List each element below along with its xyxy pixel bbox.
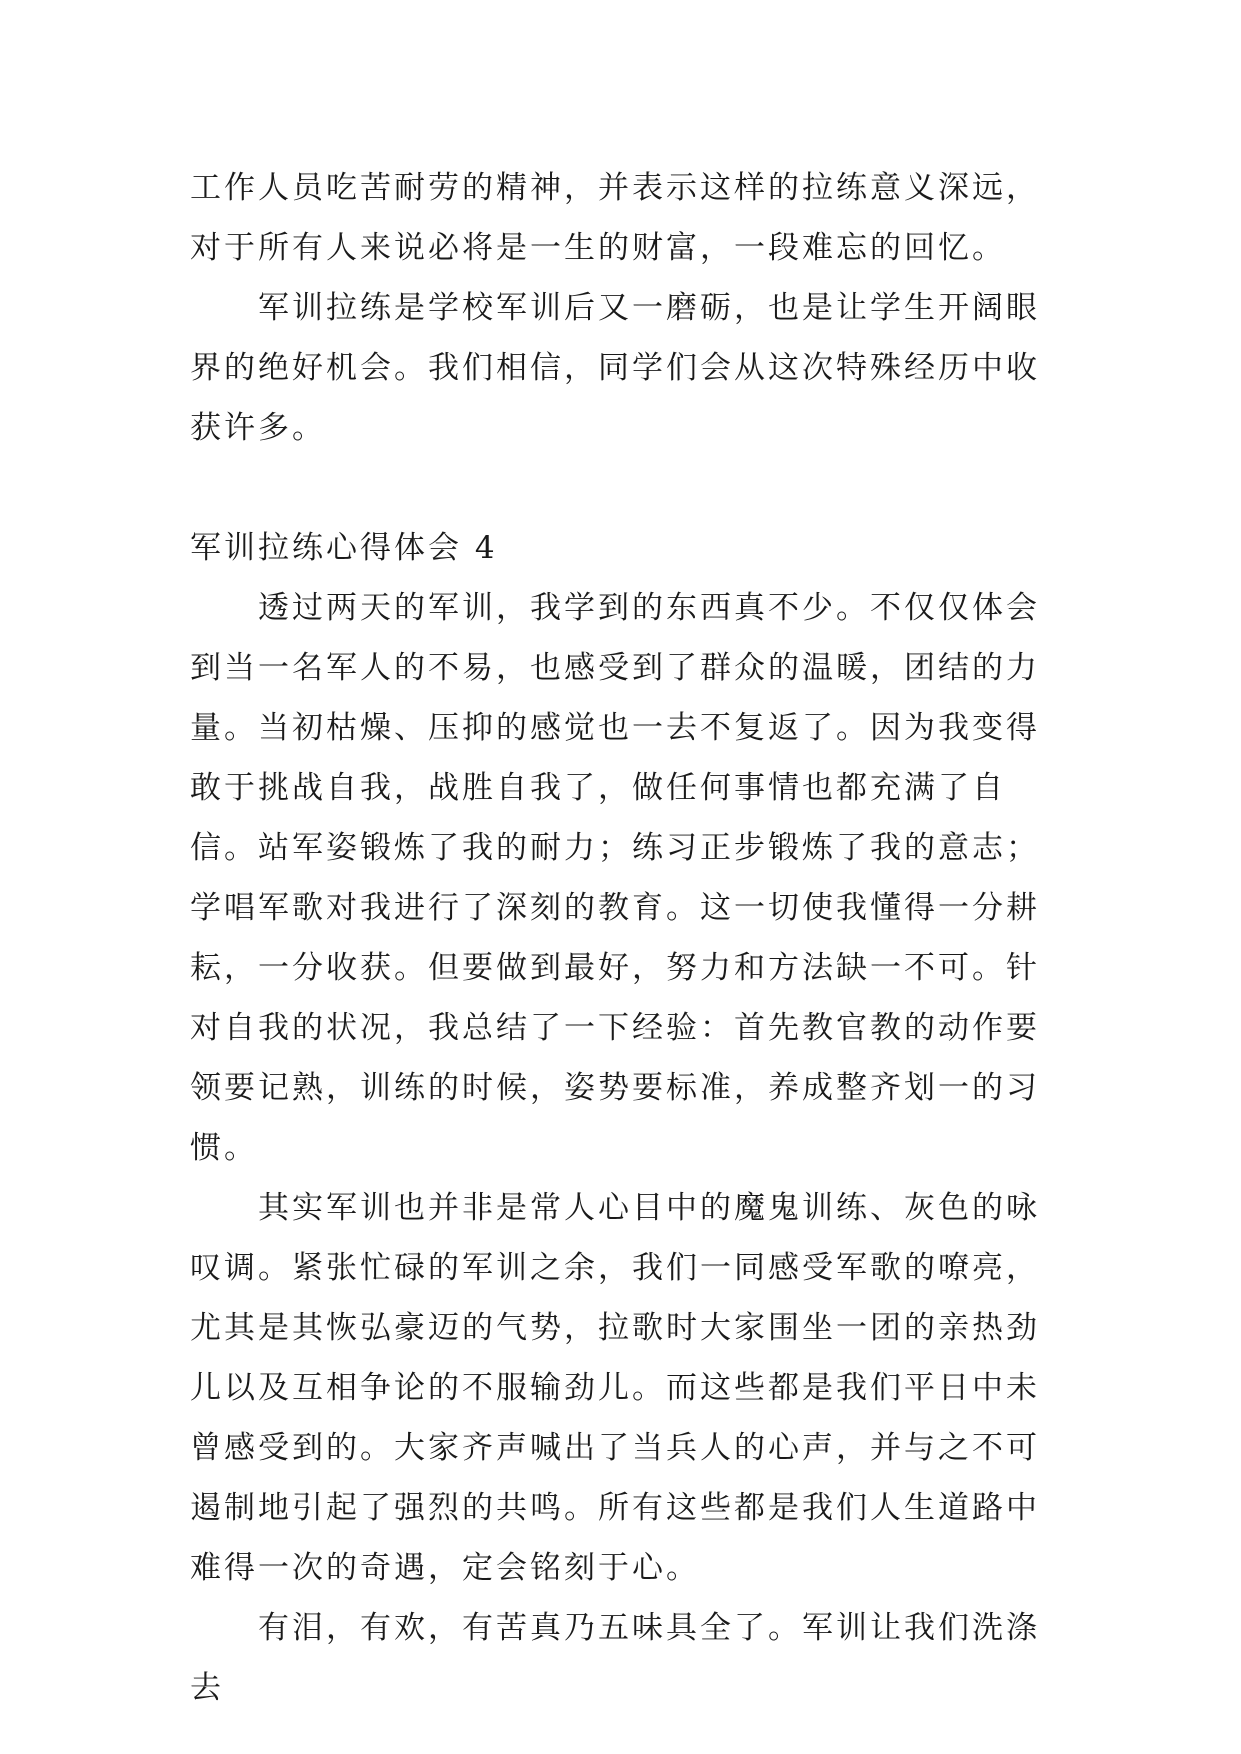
paragraph-not-devil-training: 其实军训也并非是常人心目中的魔鬼训练、灰色的咏叹调。紧张忙碌的军训之余，我们一同感受军歌的嘹亮，尤其是其恢弘豪迈的气势，拉歌时大家围坐一团的亲热劲儿以及互相争论的不服输劲儿。而这些都是我们平日中未曾感受到的。大家齐声喊出了当兵人的心声，并与之不可遏制地引起了强烈的共鸣。所有这些都是我们人生道路中难得一次的奇遇，定会铭刻于心。 — [190, 1190, 1040, 1586]
paragraph-two-days-training: 透过两天的军训，我学到的东西真不少。不仅仅体会到当一名军人的不易，也感受到了群众的温暖，团结的力量。当初枯燥、压抑的感觉也一去不复返了。因为我变得敢于挑战自我，战胜自我了，做任何事情也都充满了自信。站军姿锻炼了我的耐力；练习正步锻炼了我的意志；学唱军歌对我进行了深刻的教育。这一切使我懂得一分耕耘，一分收获。但要做到最好，努力和方法缺一不可。针对自我的状况，我总结了一下经验：首先教官教的动作要领要记熟，训练的时候，姿势要标准，养成整齐划一的习惯。 — [190, 590, 1040, 1166]
section-title: 军训拉练心得体会 4 — [190, 530, 498, 566]
paragraph-training-march: 军训拉练是学校军训后又一磨砺，也是让学生开阔眼界的绝好机会。我们相信，同学们会从这次特殊经历中收获许多。 — [190, 290, 1040, 446]
paragraph-continued: 工作人员吃苦耐劳的精神，并表示这样的拉练意义深远，对于所有人来说必将是一生的财富，一段难忘的回忆。 — [190, 170, 1040, 266]
document-body — [190, 158, 1060, 1718]
paragraph-tears-and-joy: 有泪，有欢，有苦真乃五味具全了。军训让我们洗涤去 — [190, 1610, 1040, 1706]
